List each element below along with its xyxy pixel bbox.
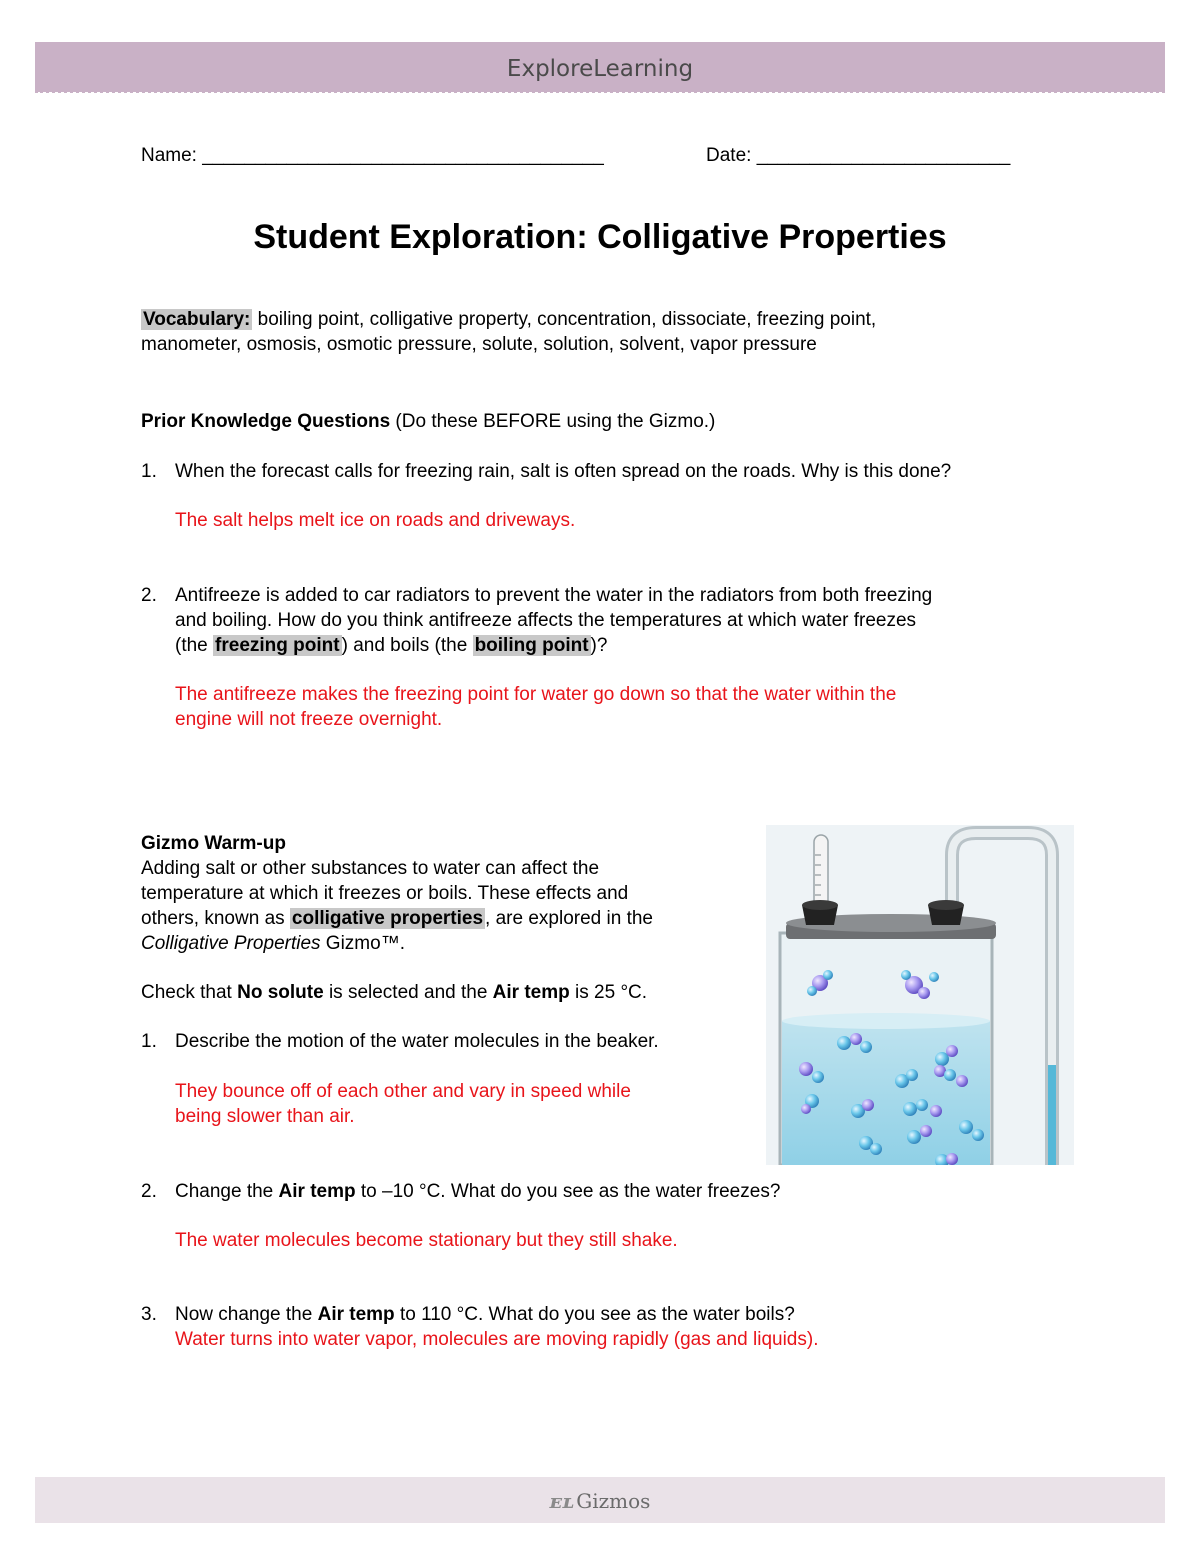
vocabulary-line-2: manometer, osmosis, osmotic pressure, solute, solution, solvent, vapor pressure	[141, 334, 817, 355]
prior-q2-line-1	[141, 583, 932, 608]
page-title: Student Exploration: Colligative Properties	[253, 218, 947, 256]
name-blank: ______________________________________	[202, 145, 604, 166]
vocabulary-label: Vocabulary:	[143, 309, 251, 330]
prior-knowledge-heading	[141, 409, 715, 434]
prior-q2-line-3	[175, 633, 607, 658]
warmup-paragraph-2: temperature at which it freezes or boils. These effects and	[141, 883, 629, 904]
warmup-p4-rest: Gizmo™.	[320, 933, 405, 954]
warmup-p3b: , are explored in the	[485, 908, 653, 929]
warmup-p3a: others, known as	[141, 908, 290, 929]
prior-q1-answer: The salt helps melt ice on roads and driveways.	[175, 510, 576, 531]
gizmos-logo	[0, 1489, 1200, 1513]
warmup-q3-a: Now change the	[175, 1304, 318, 1325]
warmup-q2-c: to –10 °C. What do you see as the water freezes?	[355, 1181, 781, 1202]
check-d: is 25 °C.	[569, 982, 648, 1003]
warmup-q3-air-temp: Air temp	[317, 1304, 395, 1325]
warmup-q1-answer-1: They bounce off of each other and vary in speed while	[175, 1081, 631, 1102]
warmup-q3-number: 3.	[141, 1304, 157, 1325]
term-freezing-point: freezing point	[215, 635, 340, 656]
warmup-q1-text: Describe the motion of the water molecules in the beaker.	[175, 1031, 659, 1052]
warmup-paragraph-1: Adding salt or other substances to water can affect the	[141, 858, 600, 879]
prior-q2-text-1: Antifreeze is added to car radiators to prevent the water in the radiators from both freezing	[175, 585, 933, 606]
name-line	[141, 143, 604, 168]
warmup-q1-number: 1.	[141, 1031, 157, 1052]
prior-heading-text: Prior Knowledge Questions	[141, 411, 391, 432]
gizmo-name: Colligative Properties	[141, 933, 321, 954]
vocabulary-line-1	[141, 307, 876, 332]
warmup-q2-a: Change the	[175, 1181, 279, 1202]
warmup-paragraph-3	[141, 906, 653, 931]
prior-q1-text: When the forecast calls for freezing rain, salt is often spread on the roads. Why is this done?	[175, 461, 952, 482]
name-label: Name:	[141, 145, 197, 166]
warmup-q3-c: to 110 °C. What do you see as the water boils?	[394, 1304, 795, 1325]
prior-q2-answer-1: The antifreeze makes the freezing point for water go down so that the water within the	[175, 684, 897, 705]
header-divider	[35, 90, 1165, 93]
warmup-q2	[141, 1179, 780, 1204]
prior-q2-text-3a: (the	[175, 635, 214, 656]
warmup-q2-air-temp: Air temp	[278, 1181, 356, 1202]
prior-heading-note: (Do these BEFORE using the Gizmo.)	[390, 411, 716, 432]
warmup-q2-number: 2.	[141, 1181, 157, 1202]
warmup-q3-answer: Water turns into water vapor, molecules are moving rapidly (gas and liquids).	[175, 1329, 819, 1350]
check-no-solute: No solute	[237, 982, 324, 1003]
prior-q2-text-3b: ) and boils (the	[341, 635, 473, 656]
prior-q2-answer-2: engine will not freeze overnight.	[175, 709, 443, 730]
explorelearning-logo: ExploreLearning	[506, 56, 694, 82]
prior-q2-line-2: and boiling. How do you think antifreeze affects the temperatures at which water freezes	[175, 610, 917, 631]
prior-q2-text-3c: )?	[590, 635, 608, 656]
warmup-q1	[141, 1029, 659, 1054]
term-colligative-properties: colligative properties	[291, 908, 484, 929]
check-air-temp: Air temp	[492, 982, 570, 1003]
date-line	[706, 143, 1010, 168]
date-label: Date:	[706, 145, 752, 166]
vocabulary-terms-1: boiling point, colligative property, concentration, dissociate, freezing point,	[252, 309, 877, 330]
date-blank: ________________________	[756, 145, 1011, 166]
warmup-q2-answer: The water molecules become stationary but they still shake.	[175, 1230, 678, 1251]
beaker-illustration	[766, 825, 1074, 1165]
warmup-heading: Gizmo Warm-up	[141, 833, 286, 854]
prior-q1	[141, 459, 951, 484]
warmup-check-line	[141, 980, 647, 1005]
prior-q2-number: 2.	[141, 585, 157, 606]
prior-q1-number: 1.	[141, 461, 157, 482]
warmup-paragraph-4	[141, 931, 405, 956]
term-boiling-point: boiling point	[474, 635, 589, 656]
check-a: Check that	[141, 982, 238, 1003]
gizmos-logo-text: Gizmos	[576, 1489, 651, 1513]
check-c: is selected and the	[323, 982, 493, 1003]
warmup-q1-answer-2: being slower than air.	[175, 1106, 355, 1127]
warmup-q3	[141, 1302, 795, 1327]
beaker-drawing	[766, 825, 1074, 1165]
gizmos-logo-mark: ᴇʟ	[549, 1489, 575, 1513]
